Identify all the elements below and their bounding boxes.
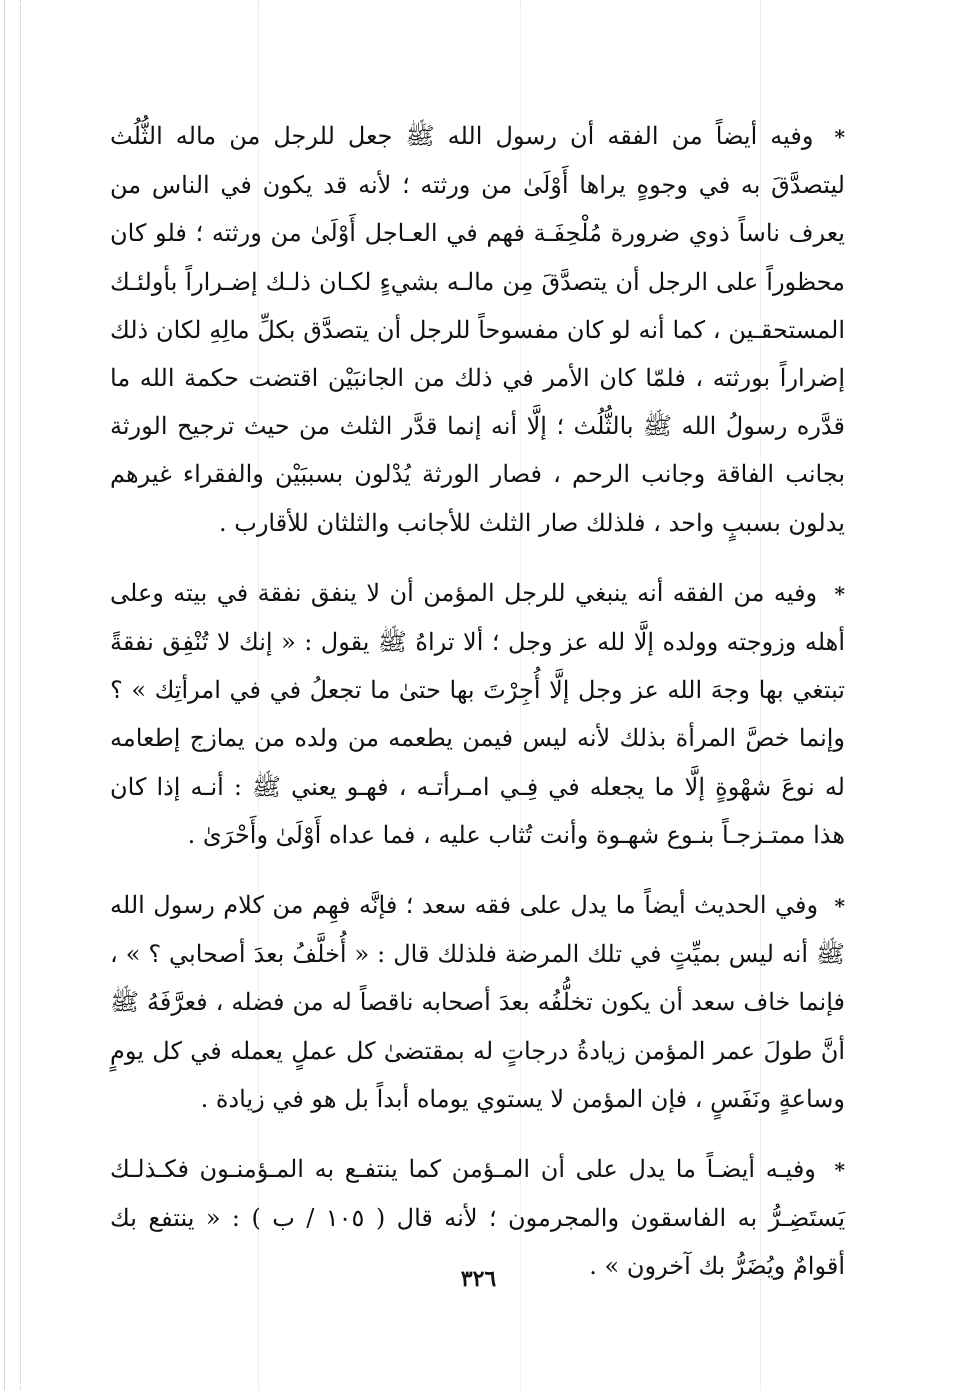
main-text-block bbox=[110, 112, 845, 1313]
paragraph-text: وفي الحديث أيضاً ما يدل على فقه سعد ؛ فإنَّه فهِم من كلام رسول الله ﷺ أنه ليس بميِّتٍ في تلك المرضة فلذلك قال : « أُخلَّفُ بعدَ أصحابي ؟ » ، فإنما خاف سعد أن يكون تخلُّفُه بعدَ أصحابه ناقصاً له من فضله ، فعرَّفَهُ ﷺ أنَّ طولَ عمر المؤمن زيادةُ درجاتٍ له بمقتضىٰ كل عملٍ يعمله في كل يومٍ وساعةٍ ونَفَسٍ ، فإن المؤمن لا يستوي يوماه أبداً بل هو في زيادة . bbox=[110, 891, 846, 1113]
paragraph-1 bbox=[110, 112, 845, 547]
paragraph-3 bbox=[110, 881, 845, 1123]
paragraph-2 bbox=[110, 569, 845, 859]
bullet-asterisk: * bbox=[834, 894, 845, 919]
scan-edge-line bbox=[4, 0, 5, 1390]
scan-artifact-line bbox=[20, 0, 21, 1390]
bullet-asterisk: * bbox=[834, 581, 845, 606]
paragraph-text: وفيه أيضاً من الفقه أن رسول الله ﷺ جعل للرجل من ماله الثُّلُث ليتصدَّقَ به في وجوهٍ يراها أَوْلَىٰ من ورثته ؛ لأنه قد يكون في الناس من يعرف ناساً ذوي ضرورة مُلْحِفَـة فهم في العـاجل أَوْلَىٰ من ورثته ؛ فلو كان محظوراً على الرجل أن يتصدَّقَ مِن مالـه بشيءٍ لكـان ذلـك إضـراراً بأولئـك المستحقـين ، كما أنه لو كان مفسوحاً للرجل أن يتصدَّق بكلِّ مالِهِ لكان ذلك إضراراً بورثته ، فلمّا كان الأمر في ذلك من الجانبَيْن اقتضت حكمة الله ما قدَّره رسولُ الله ﷺ بالثُّلُث ؛ إلَّا أنه إنما قدَّر الثلث من حيث ترجيح الورثة بجانب الفاقة وجانب الرحم ، فصار الورثة يُدْلون بسببَيْن والفقراء غيرهم يدلون بسببٍ واحد ، فلذلك صار الثلث للأجانب والثلثان للأقارب . bbox=[110, 122, 845, 537]
bullet-asterisk: * bbox=[834, 1158, 845, 1183]
paragraph-text: وفيه من الفقه أنه ينبغي للرجل المؤمن أن لا ينفق نفقة في بيته وعلى أهله وزوجته وولده إلَّا لله عز وجل ؛ ألا تراهُ ﷺ يقول : « إنك لا تُنْفِق نفقةً تبتغي بها وجهَ الله عز وجل إلَّا أُجِرْتَ بها حتىٰ ما تجعلُ في في امرأتِك » ؟ وإنما خصَّ المرأة بذلك لأنه ليس فيمن يطعمه من ولده من يمازج إطعامه له نوعَ شهْوةٍ إلَّا ما يجعله في فِـي امـرأتـه ، فهـو يعني ﷺ : أنـه إذا كان هذا ممتـزجـاً بنـوع شهـوة وأنت تُثاب عليه ، فما عداه أَوْلَىٰ وأَحْرَىٰ . bbox=[110, 578, 845, 849]
bullet-asterisk: * bbox=[834, 125, 845, 149]
page-number: ٣٢٦ bbox=[460, 1266, 497, 1292]
paragraph-text: وفيـه أيضـاً ما يدل على أن المـؤمن كما ينتفـع به المـؤمنـون فكـذلـك يَستَضِـرُّ به الفاسقون والمجرمون ؛ لأنه قال ( ١٠٥ / ب ) : « ينتفع بك أقوامٌ ويُضَرُّ بك آخرون » . bbox=[110, 1155, 845, 1281]
